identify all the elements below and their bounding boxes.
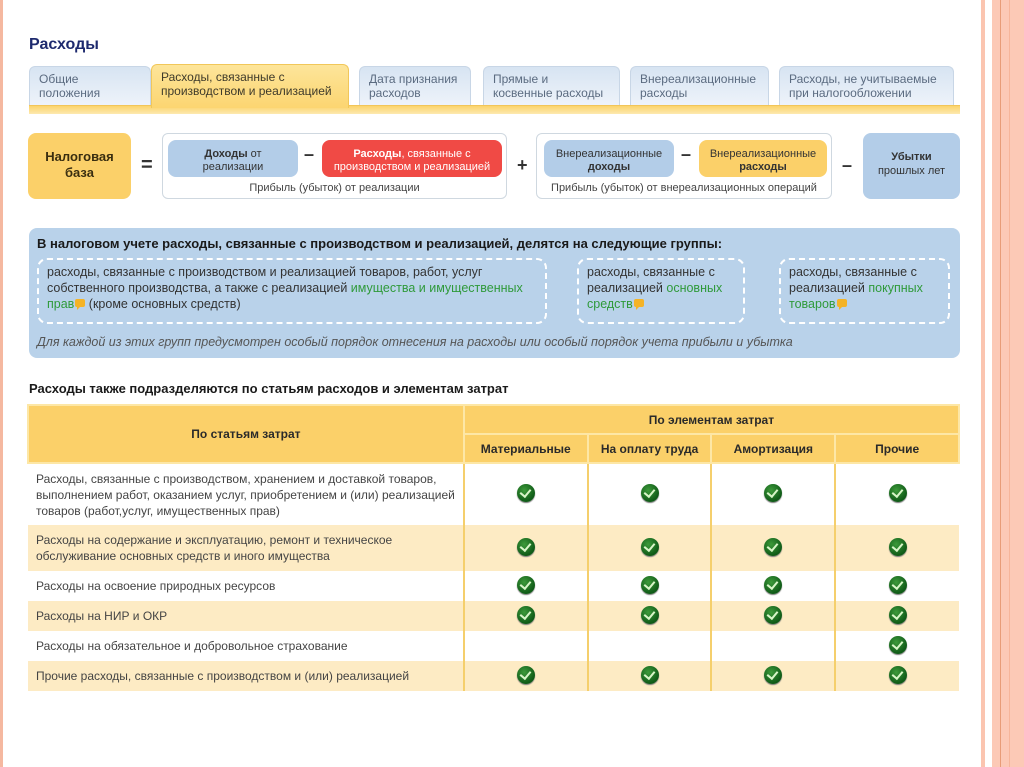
tab-general[interactable]: [29, 66, 151, 106]
col-header-materials: Материальные: [464, 434, 588, 463]
purchased-goods-link[interactable]: покупных товаров: [789, 281, 923, 311]
tab-label: косвенные расходы: [493, 86, 604, 100]
check-icon: [641, 484, 659, 502]
header-by-articles: По статьям затрат: [28, 405, 464, 463]
comment-icon[interactable]: [837, 299, 847, 307]
losses-bold: Убытки: [891, 151, 932, 163]
check-icon: [641, 538, 659, 556]
row-label: Расходы на обязательное и добровольное страхование: [36, 639, 348, 653]
tab-label: расходов: [369, 86, 421, 100]
slide-frame-left: [0, 0, 3, 767]
check-icon: [889, 484, 907, 502]
col-header-depreciation: Амортизация: [711, 434, 835, 463]
table-row: [28, 525, 959, 571]
header-by-elements: По элементам затрат: [464, 405, 959, 434]
check-icon: [889, 576, 907, 594]
check-icon: [517, 606, 535, 624]
check-icon: [517, 484, 535, 502]
check-icon: [641, 576, 659, 594]
table-title: Расходы также подразделяются по статьям расходов и элементам затрат: [29, 381, 509, 396]
tab-non-deductible[interactable]: [779, 66, 954, 106]
pill-bold: доходы: [587, 161, 631, 173]
empty-cell: [711, 631, 835, 661]
check-icon: [764, 666, 782, 684]
losses-text: прошлых лет: [877, 165, 946, 177]
pill-text: от: [247, 148, 262, 160]
check-icon: [517, 576, 535, 594]
pill-bold: расходы: [739, 161, 787, 173]
empty-cell: [588, 631, 712, 661]
col-header-other: Прочие: [835, 434, 959, 463]
table-row: [28, 661, 959, 691]
nonsales-profit-group: [536, 133, 832, 199]
pill-text: реализации: [202, 161, 264, 173]
group-item-purchased-goods: [779, 258, 950, 324]
group-text: расходы, связанные с реализацией: [789, 265, 917, 295]
table-row: [28, 601, 959, 631]
check-icon: [889, 636, 907, 654]
pill-text: , связанные с: [401, 148, 471, 160]
sales-income-pill: [168, 140, 298, 177]
check-icon: [517, 666, 535, 684]
nonsales-expenses-pill: [699, 140, 827, 177]
check-icon: [764, 538, 782, 556]
page-title: Расходы: [29, 36, 99, 53]
check-icon: [764, 484, 782, 502]
prior-losses-box: [863, 133, 960, 199]
tax-base-label: база: [65, 165, 94, 180]
tab-recognition-date[interactable]: [359, 66, 471, 106]
frame-stripe: [981, 0, 985, 767]
empty-cell: [464, 631, 588, 661]
check-icon: [764, 606, 782, 624]
row-label: Расходы, связанные с производством, хранением и доставкой товаров, выполнением работ, оказанием услуг, приобретением и (или) реализацией товаров (работ,услуг, имущественных прав): [36, 471, 455, 518]
tab-label: Внереализационные: [640, 72, 757, 86]
tax-base-label: Налоговая: [45, 149, 114, 164]
minus-sign: –: [304, 144, 315, 164]
row-label: Прочие расходы, связанные с производством и (или) реализацией: [28, 661, 464, 691]
check-icon: [517, 538, 535, 556]
tab-label: Прямые и: [493, 72, 549, 86]
check-icon: [641, 666, 659, 684]
tab-label: при налогообложении: [789, 86, 912, 100]
sales-profit-caption: Прибыль (убыток) от реализации: [249, 182, 420, 194]
slide-frame-right: [981, 0, 1024, 767]
slide: [20, 0, 970, 767]
nonsales-profit-caption: Прибыль (убыток) от внереализационных операций: [551, 182, 817, 194]
group-item-fixed-assets: [577, 258, 745, 324]
tax-base-box: [28, 133, 131, 199]
pill-text: Внереализационные: [709, 148, 817, 160]
plus-sign: +: [517, 155, 528, 175]
frame-stripe: [1000, 0, 1001, 767]
table-row: [28, 631, 959, 661]
row-label: Расходы на НИР и ОКР: [28, 601, 464, 631]
sales-profit-group: [162, 133, 507, 199]
tab-label: Расходы, не учитываемые: [789, 72, 937, 86]
frame-stripe: [992, 0, 1024, 767]
cost-classification-table: [27, 404, 960, 691]
check-icon: [764, 576, 782, 594]
group-item-own-production: [37, 258, 547, 324]
groups-footer-note: Для каждой из этих групп предусмотрен особый порядок отнесения на расходы или особый порядок учета прибыли и убытка: [37, 335, 793, 349]
comment-icon[interactable]: [75, 299, 85, 307]
tab-direct-indirect[interactable]: [483, 66, 620, 106]
tab-label: Дата признания: [369, 72, 458, 86]
pill-text: производством и реализацией: [333, 161, 491, 173]
group-text: (кроме основных средств): [85, 297, 241, 311]
pill-bold: Доходы: [204, 148, 248, 160]
nonsales-income-pill: [544, 140, 674, 177]
row-label: Расходы на освоение природных ресурсов: [36, 579, 276, 593]
sales-expenses-pill: [322, 140, 502, 177]
check-icon: [889, 538, 907, 556]
expense-groups-panel: [29, 228, 960, 358]
fixed-assets-link[interactable]: основных средств: [587, 281, 723, 311]
tab-nonsales-expenses[interactable]: [630, 66, 769, 106]
tab-label: расходы: [640, 86, 688, 100]
frame-stripe: [1009, 0, 1010, 767]
group-text: расходы, связанные с производством и реализацией товаров, работ, услуг собственного производства, а также с реализацией: [47, 265, 483, 295]
pill-bold: Расходы: [353, 148, 402, 160]
check-icon: [889, 606, 907, 624]
tab-label: Расходы, связанные с: [161, 70, 285, 84]
tab-label: Общие: [39, 72, 79, 86]
table-row: [28, 571, 959, 601]
tab-label: положения: [39, 86, 101, 100]
minus-sign: –: [681, 144, 692, 164]
groups-title: В налоговом учете расходы, связанные с производством и реализацией, делятся на следующие группы:: [37, 236, 723, 251]
table-row: [28, 463, 959, 525]
pill-text: Внереализационные: [555, 148, 663, 160]
col-header-labor: На оплату труда: [588, 434, 712, 463]
tab-bar: [29, 64, 960, 106]
check-icon: [641, 606, 659, 624]
group-text: расходы, связанные с реализацией: [587, 265, 715, 295]
tab-production-expenses[interactable]: [151, 64, 349, 108]
row-label: Расходы на содержание и эксплуатацию, ремонт и техническое обслуживание основных средств и иного имущества: [28, 525, 464, 571]
check-icon: [889, 666, 907, 684]
equals-sign: =: [141, 154, 153, 176]
property-rights-link[interactable]: имущества и имущественных прав: [47, 281, 523, 311]
minus-sign: –: [842, 155, 853, 175]
comment-icon[interactable]: [634, 299, 644, 307]
tab-label: производством и реализацией: [161, 84, 332, 98]
